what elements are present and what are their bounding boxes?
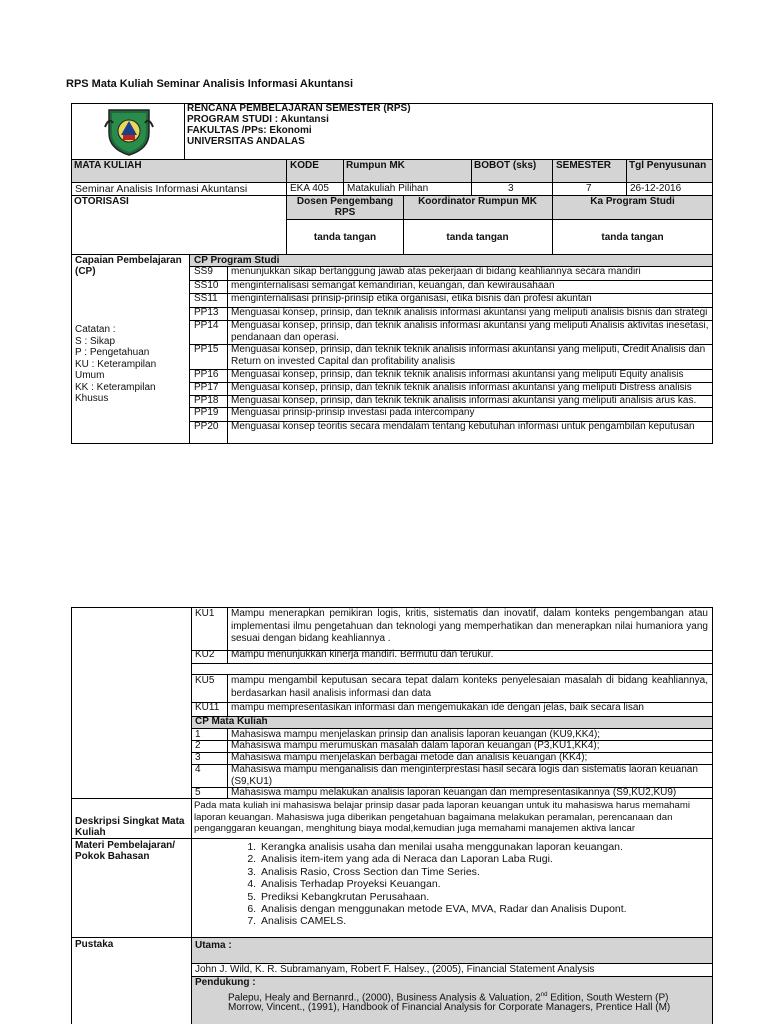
col-bobot: BOBOT (sks) (474, 160, 537, 171)
cp-mk-text: Mahasiswa mampu melakukan analisis laporan keuangan dan mempresentasikannya (S9,KU2,KU9) (231, 787, 677, 798)
semester-value: 7 (586, 183, 592, 194)
cp-text: Menguasai konsep, prinsip, dan teknik teknik analisis informasi akuntansi yang meliputi Equity analisis (231, 369, 684, 380)
cp-text: Menguasai konsep, prinsip, dan teknik teknik analisis informasi akuntansi yang meliputi analisis arus kas. (231, 395, 697, 406)
ku-col-divider (227, 607, 228, 650)
cp-code: PP13 (194, 307, 219, 318)
ku-code: KU11 (195, 702, 220, 713)
catatan-title: Catatan : (75, 324, 116, 335)
utama-ref-1: John J. Wild, K. R. Subramanyam, Robert F. Halsey., (2005), Financial Statement Analysis (195, 964, 595, 975)
cp-code: PP16 (194, 369, 219, 380)
rps-title: RENCANA PEMBELAJARAN SEMESTER (RPS) (187, 103, 411, 114)
col-kode: KODE (290, 160, 319, 171)
university-logo (103, 107, 155, 157)
ku-col-divider (227, 674, 228, 702)
mata-kuliah-value: Seminar Analisis Informasi Akuntansi (75, 183, 248, 195)
cp-mk-text: Mahasiswa mampu menjelaskan prinsip dan analisis laporan keuangan (KU9,KK4); (231, 729, 601, 740)
cp-text: menginternalisasi prinsip-prinsip etika organisasi, etika bisnis dan profesi akuntan (231, 293, 592, 304)
utama-label: Utama : (195, 940, 232, 951)
cp-text: menginternalisasi semangat kemandirian, keuangan, dan kewirausahaan (231, 280, 555, 291)
ku-text: Mampu menerapkan pemikiran logis, kritis, sistematis dan inovatif, dalam konteks pengembangan atau implementasi ilmu pengetahuan dan teknologi yang memperhatikan dan menerapkan nilai humaniora yang sesuai dengan bidang keahliannya . (231, 608, 708, 644)
pendukung-ref-1: Palepu, Healy and Bernanrd., (2000), Business Analysis & Valuation, 2nd Edition, South Western (P) (228, 992, 669, 1004)
signature-koordinator: tanda tangan (446, 232, 509, 243)
cp-code: PP15 (194, 344, 219, 355)
role-kaprodi: Ka Program Studi (590, 196, 675, 207)
document-title: RPS Mata Kuliah Seminar Analisis Informasi Akuntansi (66, 78, 354, 90)
cp-text: Menguasai konsep, prinsip, dan teknik teknik analisis informasi akuntansi yang meliputi, Credit Analisis dan Return on invested Capital dan profitability analisis (231, 344, 706, 367)
bobot-value: 3 (508, 183, 514, 194)
signature-kaprodi: tanda tangan (601, 232, 664, 243)
cp-text: Menguasai konsep, prinsip, dan teknik analisis informasi akuntansi yang meliputi Analisis aktivitas inesetasi, pendanaan dan operasi. (231, 320, 709, 343)
cp-mk-number: 5 (195, 787, 201, 798)
catatan-kk: KK : Keterampilan Khusus (75, 381, 156, 404)
cp-code: PP18 (194, 395, 219, 406)
materi-item: 1. Kerangka analisis usaha dan menilai usaha menggunakan laporan keuangan. (259, 841, 729, 853)
cp-text: menunjukkan sikap bertanggung jawab atas pekerjaan di bidang keahliannya secara mandiri (231, 266, 641, 277)
col-mata-kuliah: MATA KULIAH (74, 160, 142, 171)
signature-dosen: tanda tangan (313, 232, 377, 243)
cp-code: PP19 (194, 407, 219, 418)
materi-item: 7. Analisis CAMELS. (259, 915, 729, 927)
rumpun-value: Matakuliah Pilihan (347, 183, 429, 194)
cp-text: Menguasai prinsip-prinsip investasi pada intercompany (231, 407, 475, 418)
catatan-sikap: S : Sikap (75, 335, 116, 347)
role-koordinator: Koordinator Rumpun MK (418, 196, 537, 207)
cp-code: SS9 (194, 266, 213, 277)
ku-text: mampu mempresentasikan informasi dan mengemukakan ide dengan jelas, baik secara lisan (231, 702, 644, 713)
cp-mk-number: 4 (195, 764, 201, 775)
catatan-pengetahuan: P : Pengetahuan (75, 347, 150, 358)
ku-code: KU1 (195, 608, 215, 619)
catatan-legend (75, 324, 187, 405)
cp-text: Menguasai konsep, prinsip, dan teknik teknik analisis informasi akuntansi yang meliputi Distress analisis (231, 382, 692, 393)
col-semester: SEMESTER (556, 160, 612, 171)
cp-label: Capaian Pembelajaran (CP) (75, 255, 182, 277)
cp-mk-title: CP Mata Kuliah (195, 716, 268, 727)
cp-code: PP17 (194, 382, 219, 393)
ku-text: mampu mengambil keputusan secara tepat dalam konteks penyelesaian masalah di bidang keahliannya, berdasarkan hasil analisis informasi dan data (231, 675, 708, 699)
cp-text: Menguasai konsep, prinsip, dan teknik analisis informasi akuntansi yang meliputi analisis bisnis dan strategi (231, 307, 708, 318)
pendukung-ref-2: Morrow, Vincent., (1991), Handbook of Financial Analysis for Corporate Managers, Prentice Hall (M) (228, 1002, 671, 1013)
materi-item: 6. Analisis dengan menggunakan metode EVA, MVA, Radar dan Analisis Dupont. (259, 903, 729, 915)
col-rumpun-mk: Rumpun MK (346, 160, 405, 171)
ku-text: Mampu menunjukkan kinerja mandiri. Bermutu dan terukur. (231, 649, 494, 660)
materi-item: 2. Analisis item-item yang ada di Neraca dan Laporan Laba Rugi. (259, 853, 729, 865)
universitas: UNIVERSITAS ANDALAS (187, 136, 305, 147)
fakultas: FAKULTAS /PPs: Ekonomi (187, 125, 312, 136)
ku-code: KU5 (195, 675, 215, 686)
ku-code: KU2 (195, 649, 215, 660)
role-dosen: Dosen Pengembang RPS (296, 196, 394, 218)
materi-list (239, 841, 729, 928)
program-studi: PROGRAM STUDI : Akuntansi (187, 114, 329, 125)
deskripsi-label: Deskripsi Singkat Mata Kuliah (75, 816, 185, 838)
pustaka-label: Pustaka (75, 939, 114, 950)
cp-text: Menguasai konsep teoritis secara mendalam tentang kebutuhan informasi untuk pengambilan keputusan (231, 421, 695, 432)
cp-mk-text: Mahasiswa mampu merumuskan masalah dalam laporan keuangan (P3,KU1,KK4); (231, 740, 600, 751)
otorisasi-label: OTORISASI (74, 196, 129, 207)
cp-mk-number: 2 (195, 740, 201, 751)
cp-code: SS10 (194, 280, 219, 291)
cp-code: PP20 (194, 421, 219, 432)
rps-header (187, 103, 411, 147)
cp-mk-text: Mahasiswa mampu menganalisis dan menginterprestasi hasil secara logis dan sistematis laoran keuanan (S9,KU1) (231, 764, 698, 787)
cp-mk-number: 1 (195, 729, 201, 740)
materi-label: Materi Pembelajaran/ Pokok Bahasan (75, 840, 176, 862)
cp-mk-text: Mahasiswa mampu menjelaskan berbagai metode dan analisis keuangan (KK4); (231, 752, 588, 763)
cp-code: PP14 (194, 320, 219, 331)
ku-col-divider (227, 650, 228, 663)
cp-code: SS11 (194, 293, 218, 304)
ku-col-divider (227, 702, 228, 716)
kode-value: EKA 405 (290, 183, 329, 194)
pendukung-label: Pendukung : (195, 977, 256, 988)
deskripsi-text: Pada mata kuliah ini mahasiswa belajar prinsip dasar pada laporan keuangan untuk itu mahasiswa harus memahami laporan keuangan. Mahasiswa juga diberikan pengetahuan bagaimana melakukan peramalan, perencanaan dan penganggaran keuangan, menghitung biaya modal,kemudian juga memahami manajemen aktiva lancar (194, 800, 690, 834)
cp-prodi-title: CP Program Studi (194, 255, 280, 266)
tgl-value: 26-12-2016 (630, 183, 682, 194)
materi-item: 4. Analisis Terhadap Proyeksi Keuangan. (259, 878, 729, 890)
cp-mk-number: 3 (195, 752, 201, 763)
materi-item: 5. Prediksi Kebangkrutan Perusahaan. (259, 891, 729, 903)
materi-item: 3. Analisis Rasio, Cross Section dan Time Series. (259, 866, 729, 878)
catatan-ku: KU : Keterampilan Umum (75, 358, 157, 381)
ku-row-divider (191, 663, 713, 664)
col-tgl-penyusunan: Tgl Penyusunan (629, 160, 707, 171)
ku-gap-divider (191, 674, 713, 675)
